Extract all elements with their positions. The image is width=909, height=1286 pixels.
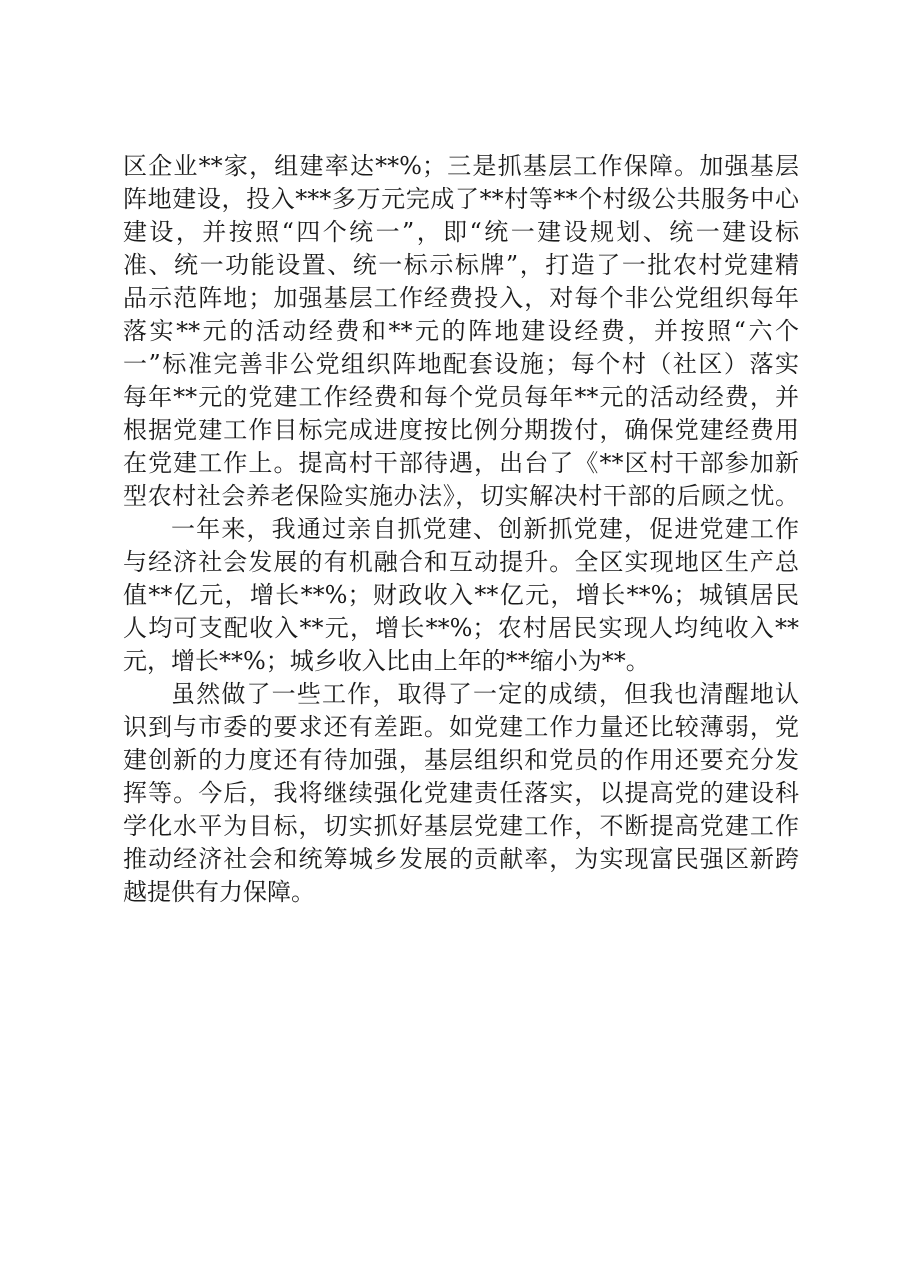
text-line: 一年来，我通过亲自抓党建、创新抓党建，促进党建工作 bbox=[171, 515, 799, 543]
text-line: 识到与市委的要求还有差距。如党建工作力量还比较薄弱，党 bbox=[123, 713, 799, 741]
paragraph-1 bbox=[123, 150, 799, 513]
text-line: 与经济社会发展的有机融合和互动提升。全区实现地区生产总 bbox=[123, 548, 799, 576]
text-line: 建设，并按照“四个统一”，即“统一建设规划、统一建设标 bbox=[123, 218, 799, 246]
text-line: 一”标准完善非公党组织阵地配套设施；每个村（社区）落实 bbox=[123, 350, 799, 378]
text-line: 越提供有力保障。 bbox=[123, 878, 315, 906]
text-line: 根据党建工作目标完成进度按比例分期拨付，确保党建经费用 bbox=[123, 416, 799, 444]
text-line: 在党建工作上。提高村干部待遇，出台了《**区村干部参加新 bbox=[123, 449, 799, 477]
text-line: 建创新的力度还有待加强，基层组织和党员的作用还要充分发 bbox=[123, 746, 799, 774]
text-line: 推动经济社会和统筹城乡发展的贡献率，为实现富民强区新跨 bbox=[123, 845, 799, 873]
text-line: 元，增长**%；城乡收入比由上年的**缩小为**。 bbox=[123, 647, 650, 675]
text-line: 值**亿元，增长**%；财政收入**亿元，增长**%；城镇居民 bbox=[123, 581, 799, 609]
text-line: 品示范阵地；加强基层工作经费投入，对每个非公党组织每年 bbox=[123, 284, 799, 312]
text-line: 虽然做了一些工作，取得了一定的成绩，但我也清醒地认 bbox=[171, 680, 799, 708]
text-line: 每年**元的党建工作经费和每个党员每年**元的活动经费，并 bbox=[123, 383, 799, 411]
text-line: 学化水平为目标，切实抓好基层党建工作，不断提高党建工作 bbox=[123, 812, 799, 840]
paragraph-2 bbox=[123, 513, 799, 678]
body-text bbox=[123, 150, 799, 909]
paragraph-3 bbox=[123, 678, 799, 909]
text-line: 人均可支配收入**元，增长**%；农村居民实现人均纯收入** bbox=[123, 614, 799, 642]
text-line: 准、统一功能设置、统一标示标牌”，打造了一批农村党建精 bbox=[123, 251, 799, 279]
text-line: 阵地建设，投入***多万元完成了**村等**个村级公共服务中心 bbox=[123, 185, 799, 213]
text-line: 型农村社会养老保险实施办法》，切实解决村干部的后顾之忧。 bbox=[123, 482, 799, 510]
text-line: 挥等。今后，我将继续强化党建责任落实，以提高党的建设科 bbox=[123, 779, 799, 807]
text-line: 区企业**家，组建率达**%；三是抓基层工作保障。加强基层 bbox=[123, 152, 799, 180]
text-line: 落实**元的活动经费和**元的阵地建设经费，并按照“六个 bbox=[123, 317, 799, 345]
